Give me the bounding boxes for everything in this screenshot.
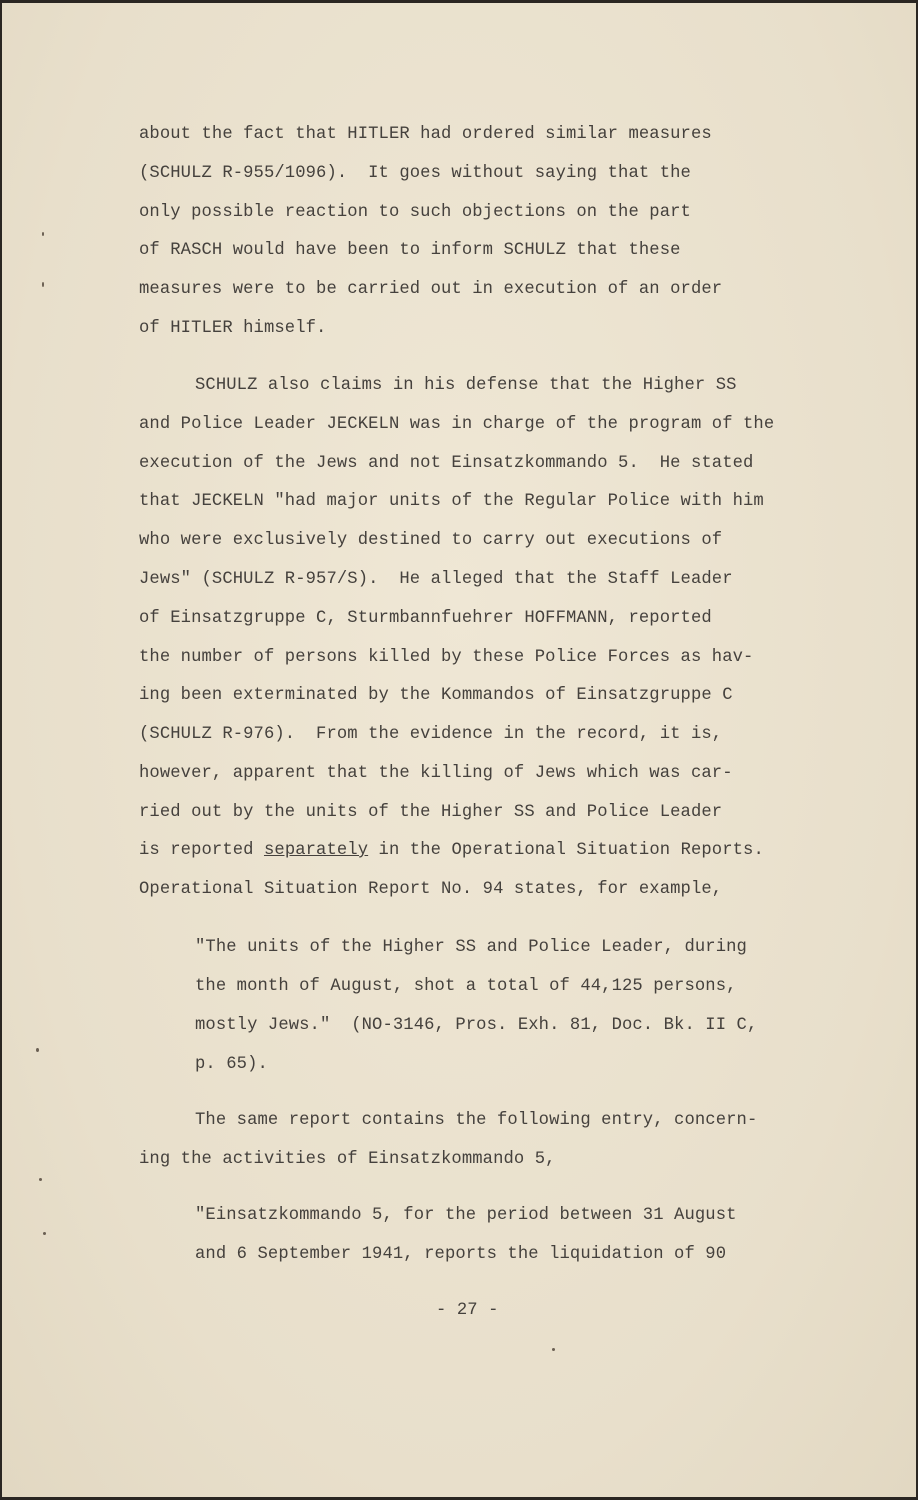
text-line: The same report contains the following entry, concern- xyxy=(195,1111,758,1130)
paper-speck xyxy=(36,1048,39,1052)
text-span: in the Operational Situation Reports. xyxy=(368,841,764,860)
text-line xyxy=(139,840,764,862)
paper-speck xyxy=(42,282,44,287)
text-line: ing the activities of Einsatzkommando 5, xyxy=(139,1150,556,1169)
text-line: p. 65). xyxy=(195,1055,268,1074)
text-span: is reported xyxy=(139,841,264,860)
text-line: "Einsatzkommando 5, for the period between 31 August xyxy=(195,1206,737,1225)
paper-speck xyxy=(42,232,44,236)
text-line: Jews" (SCHULZ R-957/S). He alleged that the Staff Leader xyxy=(139,570,733,589)
text-line: ing been exterminated by the Kommandos of Einsatzgruppe C xyxy=(139,686,733,705)
text-line: execution of the Jews and not Einsatzkommando 5. He stated xyxy=(139,454,754,473)
text-line: about the fact that HITLER had ordered similar measures xyxy=(139,125,712,144)
paper-speck xyxy=(552,1348,555,1351)
text-line: only possible reaction to such objections on the part xyxy=(139,203,691,222)
text-line: ried out by the units of the Higher SS and Police Leader xyxy=(139,803,723,822)
underlined-word: separately xyxy=(263,841,369,860)
page-number: - 27 - xyxy=(436,1301,499,1320)
text-line: Operational Situation Report No. 94 states, for example, xyxy=(139,880,723,899)
paper-speck xyxy=(43,1232,46,1235)
text-line: "The units of the Higher SS and Police Leader, during xyxy=(195,938,747,957)
text-line: and Police Leader JECKELN was in charge of the program of the xyxy=(139,415,775,434)
text-line: of Einsatzgruppe C, Sturmbannfuehrer HOFFMANN, reported xyxy=(139,609,712,628)
text-line: and 6 September 1941, reports the liquidation of 90 xyxy=(195,1245,727,1264)
text-line: the number of persons killed by these Police Forces as hav- xyxy=(139,648,754,667)
text-line: the month of August, shot a total of 44,125 persons, xyxy=(195,977,737,996)
text-line: who were exclusively destined to carry out executions of xyxy=(139,531,723,550)
text-line: (SCHULZ R-976). From the evidence in the record, it is, xyxy=(139,725,723,744)
text-line: of RASCH would have been to inform SCHULZ that these xyxy=(139,241,681,260)
text-line: of HITLER himself. xyxy=(139,319,327,338)
text-line: mostly Jews." (NO-3146, Pros. Exh. 81, Doc. Bk. II C, xyxy=(195,1016,758,1035)
text-line: (SCHULZ R-955/1096). It goes without saying that the xyxy=(139,164,691,183)
text-line: however, apparent that the killing of Jews which was car- xyxy=(139,764,733,783)
text-line: that JECKELN "had major units of the Regular Police with him xyxy=(139,492,764,511)
text-line: SCHULZ also claims in his defense that the Higher SS xyxy=(195,376,737,395)
document-page xyxy=(2,3,916,1497)
text-line: measures were to be carried out in execution of an order xyxy=(139,280,723,299)
paper-speck xyxy=(39,1178,42,1181)
